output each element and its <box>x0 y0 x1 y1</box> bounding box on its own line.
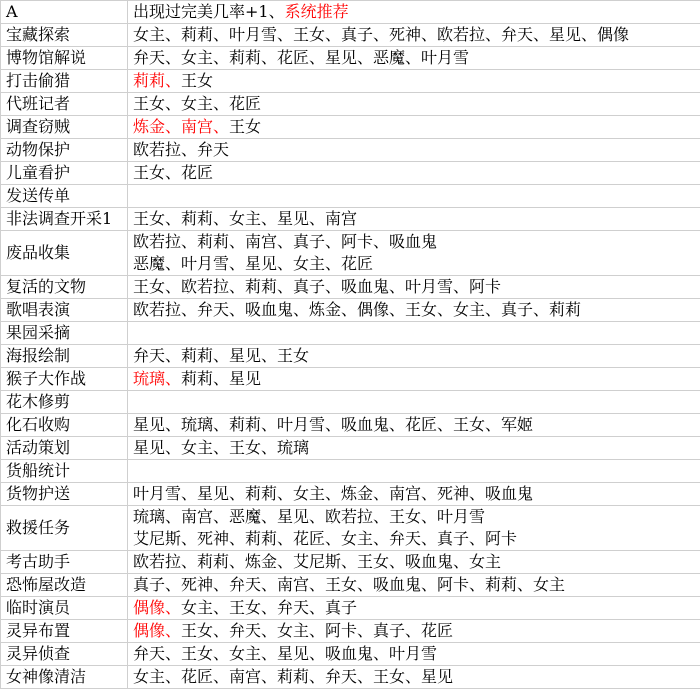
character-list-cell[interactable] <box>128 162 700 185</box>
character-line <box>133 276 700 298</box>
characters: 欧若拉、弁天、吸血鬼、炼金、偶像、王女、女主、真子、莉莉 <box>133 300 582 319</box>
table-row <box>1 506 700 551</box>
table-row <box>1 551 700 574</box>
task-name-cell[interactable] <box>1 551 128 574</box>
task-name: 调查窃贼 <box>6 117 71 136</box>
task-name-cell[interactable] <box>1 299 128 322</box>
task-name: 化石收购 <box>6 415 71 434</box>
characters: 王女、莉莉、女主、星见、南宫 <box>133 209 358 228</box>
character-line <box>133 116 700 138</box>
task-name-cell[interactable] <box>1 460 128 483</box>
task-name-cell[interactable] <box>1 368 128 391</box>
character-line <box>133 483 700 505</box>
character-list-cell[interactable] <box>128 116 700 139</box>
header-row <box>1 1 700 24</box>
characters: 艾尼斯、死神、莉莉、花匠、女主、弁天、真子、阿卡 <box>133 529 518 548</box>
header-cell-b[interactable] <box>128 1 700 24</box>
table-row <box>1 162 700 185</box>
characters: 王女、欧若拉、莉莉、真子、吸血鬼、叶月雪、阿卡 <box>133 277 502 296</box>
recommended-characters: 偶像、 <box>133 621 182 640</box>
table-row <box>1 276 700 299</box>
table-row <box>1 460 700 483</box>
task-name: 恐怖屋改造 <box>6 575 87 594</box>
character-line <box>133 574 700 596</box>
header-cell-a[interactable] <box>1 1 128 24</box>
character-list-cell[interactable] <box>128 368 700 391</box>
table-row <box>1 208 700 231</box>
characters: 王女 <box>181 71 214 90</box>
character-line <box>133 231 700 253</box>
table-row <box>1 24 700 47</box>
table-row <box>1 368 700 391</box>
character-line <box>133 597 700 619</box>
characters: 王女、弁天、女主、阿卡、真子、花匠 <box>181 621 454 640</box>
character-list-cell[interactable] <box>128 276 700 299</box>
character-list-cell[interactable] <box>128 414 700 437</box>
character-line <box>133 460 700 482</box>
table-row <box>1 597 700 620</box>
character-list-cell[interactable] <box>128 391 700 414</box>
task-name: 考古助手 <box>6 552 71 571</box>
task-name: 歌唱表演 <box>6 300 71 319</box>
character-line <box>133 299 700 321</box>
task-name: 灵异侦查 <box>6 644 71 663</box>
table-row <box>1 483 700 506</box>
character-line <box>133 620 700 642</box>
table-row <box>1 437 700 460</box>
character-list-cell[interactable] <box>128 322 700 345</box>
characters: 真子、死神、弁天、南宫、王女、吸血鬼、阿卡、莉莉、女主 <box>133 575 566 594</box>
task-name: 代班记者 <box>6 94 71 113</box>
table-row <box>1 345 700 368</box>
character-list-cell[interactable] <box>128 70 700 93</box>
characters: 莉莉、星见 <box>181 369 262 388</box>
task-name: 果园采摘 <box>6 323 71 342</box>
recommended-characters: 琉璃、 <box>133 369 182 388</box>
table-row <box>1 391 700 414</box>
recommended-characters: 偶像、 <box>133 598 182 617</box>
table-row <box>1 299 700 322</box>
task-name-cell[interactable] <box>1 414 128 437</box>
task-name-cell[interactable] <box>1 391 128 414</box>
character-list-cell[interactable] <box>128 483 700 506</box>
character-list-cell[interactable] <box>128 460 700 483</box>
characters: 星见、女主、王女、琉璃 <box>133 438 310 457</box>
characters: 女主、花匠、南宫、莉莉、弁天、王女、星见 <box>133 667 454 686</box>
characters: 弁天、莉莉、星见、王女 <box>133 346 310 365</box>
task-name-cell[interactable] <box>1 47 128 70</box>
character-line <box>133 24 700 46</box>
header-a-text: A <box>6 2 18 21</box>
task-name-cell[interactable] <box>1 322 128 345</box>
characters: 恶魔、叶月雪、星见、女主、花匠 <box>133 254 374 273</box>
character-line <box>133 70 700 92</box>
task-name-cell[interactable] <box>1 666 128 689</box>
task-name-cell[interactable] <box>1 483 128 506</box>
characters: 欧若拉、莉莉、南宫、真子、阿卡、吸血鬼 <box>133 232 438 251</box>
recommended-characters: 炼金、南宫、 <box>133 117 230 136</box>
header-b-text: 出现过完美几率+1、 <box>133 2 285 21</box>
character-line <box>133 506 700 528</box>
task-name: 临时演员 <box>6 598 71 617</box>
character-list-cell[interactable] <box>128 666 700 689</box>
task-name-cell[interactable] <box>1 437 128 460</box>
task-name: 猴子大作战 <box>6 369 87 388</box>
character-list-cell[interactable] <box>128 574 700 597</box>
character-list-cell[interactable] <box>128 231 700 276</box>
character-list-cell[interactable] <box>128 185 700 208</box>
table-row <box>1 231 700 276</box>
character-line <box>133 47 700 69</box>
table-row <box>1 322 700 345</box>
task-name-cell[interactable] <box>1 643 128 666</box>
task-name: 活动策划 <box>6 438 71 457</box>
task-name-cell[interactable] <box>1 574 128 597</box>
task-name: 宝藏探索 <box>6 25 71 44</box>
table-row <box>1 47 700 70</box>
task-name: 花木修剪 <box>6 392 71 411</box>
characters: 女主、王女、弁天、真子 <box>181 598 358 617</box>
task-name-cell[interactable] <box>1 139 128 162</box>
character-list-cell[interactable] <box>128 597 700 620</box>
character-list-cell[interactable] <box>128 93 700 116</box>
sheet-body <box>1 1 700 689</box>
character-list-cell[interactable] <box>128 299 700 322</box>
table-row <box>1 93 700 116</box>
task-name-cell[interactable] <box>1 208 128 231</box>
character-line <box>133 643 700 665</box>
table-row <box>1 643 700 666</box>
character-line <box>133 322 700 344</box>
character-line <box>133 551 700 573</box>
character-list-cell[interactable] <box>128 24 700 47</box>
table-row <box>1 666 700 689</box>
table-row <box>1 70 700 93</box>
character-list-cell[interactable] <box>128 345 700 368</box>
characters: 星见、琉璃、莉莉、叶月雪、吸血鬼、花匠、王女、军姬 <box>133 415 534 434</box>
table-row <box>1 139 700 162</box>
character-line <box>133 391 700 413</box>
task-name-cell[interactable] <box>1 506 128 551</box>
task-name-cell[interactable] <box>1 93 128 116</box>
character-list-cell[interactable] <box>128 139 700 162</box>
task-name-cell[interactable] <box>1 345 128 368</box>
task-name: 货船统计 <box>6 461 71 480</box>
header-b-recommend-text: 系统推荐 <box>284 2 349 21</box>
task-name: 动物保护 <box>6 140 71 159</box>
task-name-cell[interactable] <box>1 597 128 620</box>
character-list-cell[interactable] <box>128 551 700 574</box>
recommended-characters: 莉莉、 <box>133 71 182 90</box>
character-line <box>133 253 700 275</box>
character-line <box>133 414 700 436</box>
character-line <box>133 437 700 459</box>
characters: 欧若拉、莉莉、炼金、艾尼斯、王女、吸血鬼、女主 <box>133 552 502 571</box>
character-line <box>133 139 700 161</box>
task-name: 女神像清洁 <box>6 667 87 686</box>
task-name: 救援任务 <box>6 518 71 537</box>
task-name: 打击偷猎 <box>6 71 71 90</box>
character-list-cell[interactable] <box>128 437 700 460</box>
character-line <box>133 93 700 115</box>
task-name: 非法调查开采1 <box>6 209 113 228</box>
task-name: 博物馆解说 <box>6 48 87 67</box>
task-name: 废品收集 <box>6 243 71 262</box>
task-name: 海报绘制 <box>6 346 71 365</box>
character-line <box>133 208 700 230</box>
task-name: 儿童看护 <box>6 163 71 182</box>
character-line <box>133 528 700 550</box>
characters: 王女 <box>229 117 262 136</box>
character-list-cell[interactable] <box>128 506 700 551</box>
task-name: 灵异布置 <box>6 621 71 640</box>
task-name-cell[interactable] <box>1 620 128 643</box>
characters: 弁天、女主、莉莉、花匠、星见、恶魔、叶月雪 <box>133 48 470 67</box>
task-name: 复活的文物 <box>6 277 87 296</box>
task-name-cell[interactable] <box>1 70 128 93</box>
character-line <box>133 666 700 688</box>
task-name: 货物护送 <box>6 484 71 503</box>
table-row <box>1 116 700 139</box>
table-row <box>1 185 700 208</box>
character-line <box>133 185 700 207</box>
character-list-cell[interactable] <box>128 208 700 231</box>
character-list-cell[interactable] <box>128 643 700 666</box>
character-line <box>133 368 700 390</box>
task-name-cell[interactable] <box>1 276 128 299</box>
character-list-cell[interactable] <box>128 620 700 643</box>
task-name-cell[interactable] <box>1 24 128 47</box>
task-name-cell[interactable] <box>1 185 128 208</box>
task-name: 发送传单 <box>6 186 71 205</box>
characters: 弁天、王女、女主、星见、吸血鬼、叶月雪 <box>133 644 438 663</box>
characters: 叶月雪、星见、莉莉、女主、炼金、南宫、死神、吸血鬼 <box>133 484 534 503</box>
character-line <box>133 162 700 184</box>
task-name-cell[interactable] <box>1 231 128 276</box>
characters: 欧若拉、弁天 <box>133 140 230 159</box>
characters: 王女、女主、花匠 <box>133 94 262 113</box>
task-name-cell[interactable] <box>1 162 128 185</box>
characters: 琉璃、南宫、恶魔、星见、欧若拉、王女、叶月雪 <box>133 507 486 526</box>
characters: 女主、莉莉、叶月雪、王女、真子、死神、欧若拉、弁天、星见、偶像 <box>133 25 630 44</box>
character-line <box>133 345 700 367</box>
table-row <box>1 620 700 643</box>
table-row <box>1 574 700 597</box>
character-list-cell[interactable] <box>128 47 700 70</box>
table-row <box>1 414 700 437</box>
task-name-cell[interactable] <box>1 116 128 139</box>
characters: 王女、花匠 <box>133 163 214 182</box>
